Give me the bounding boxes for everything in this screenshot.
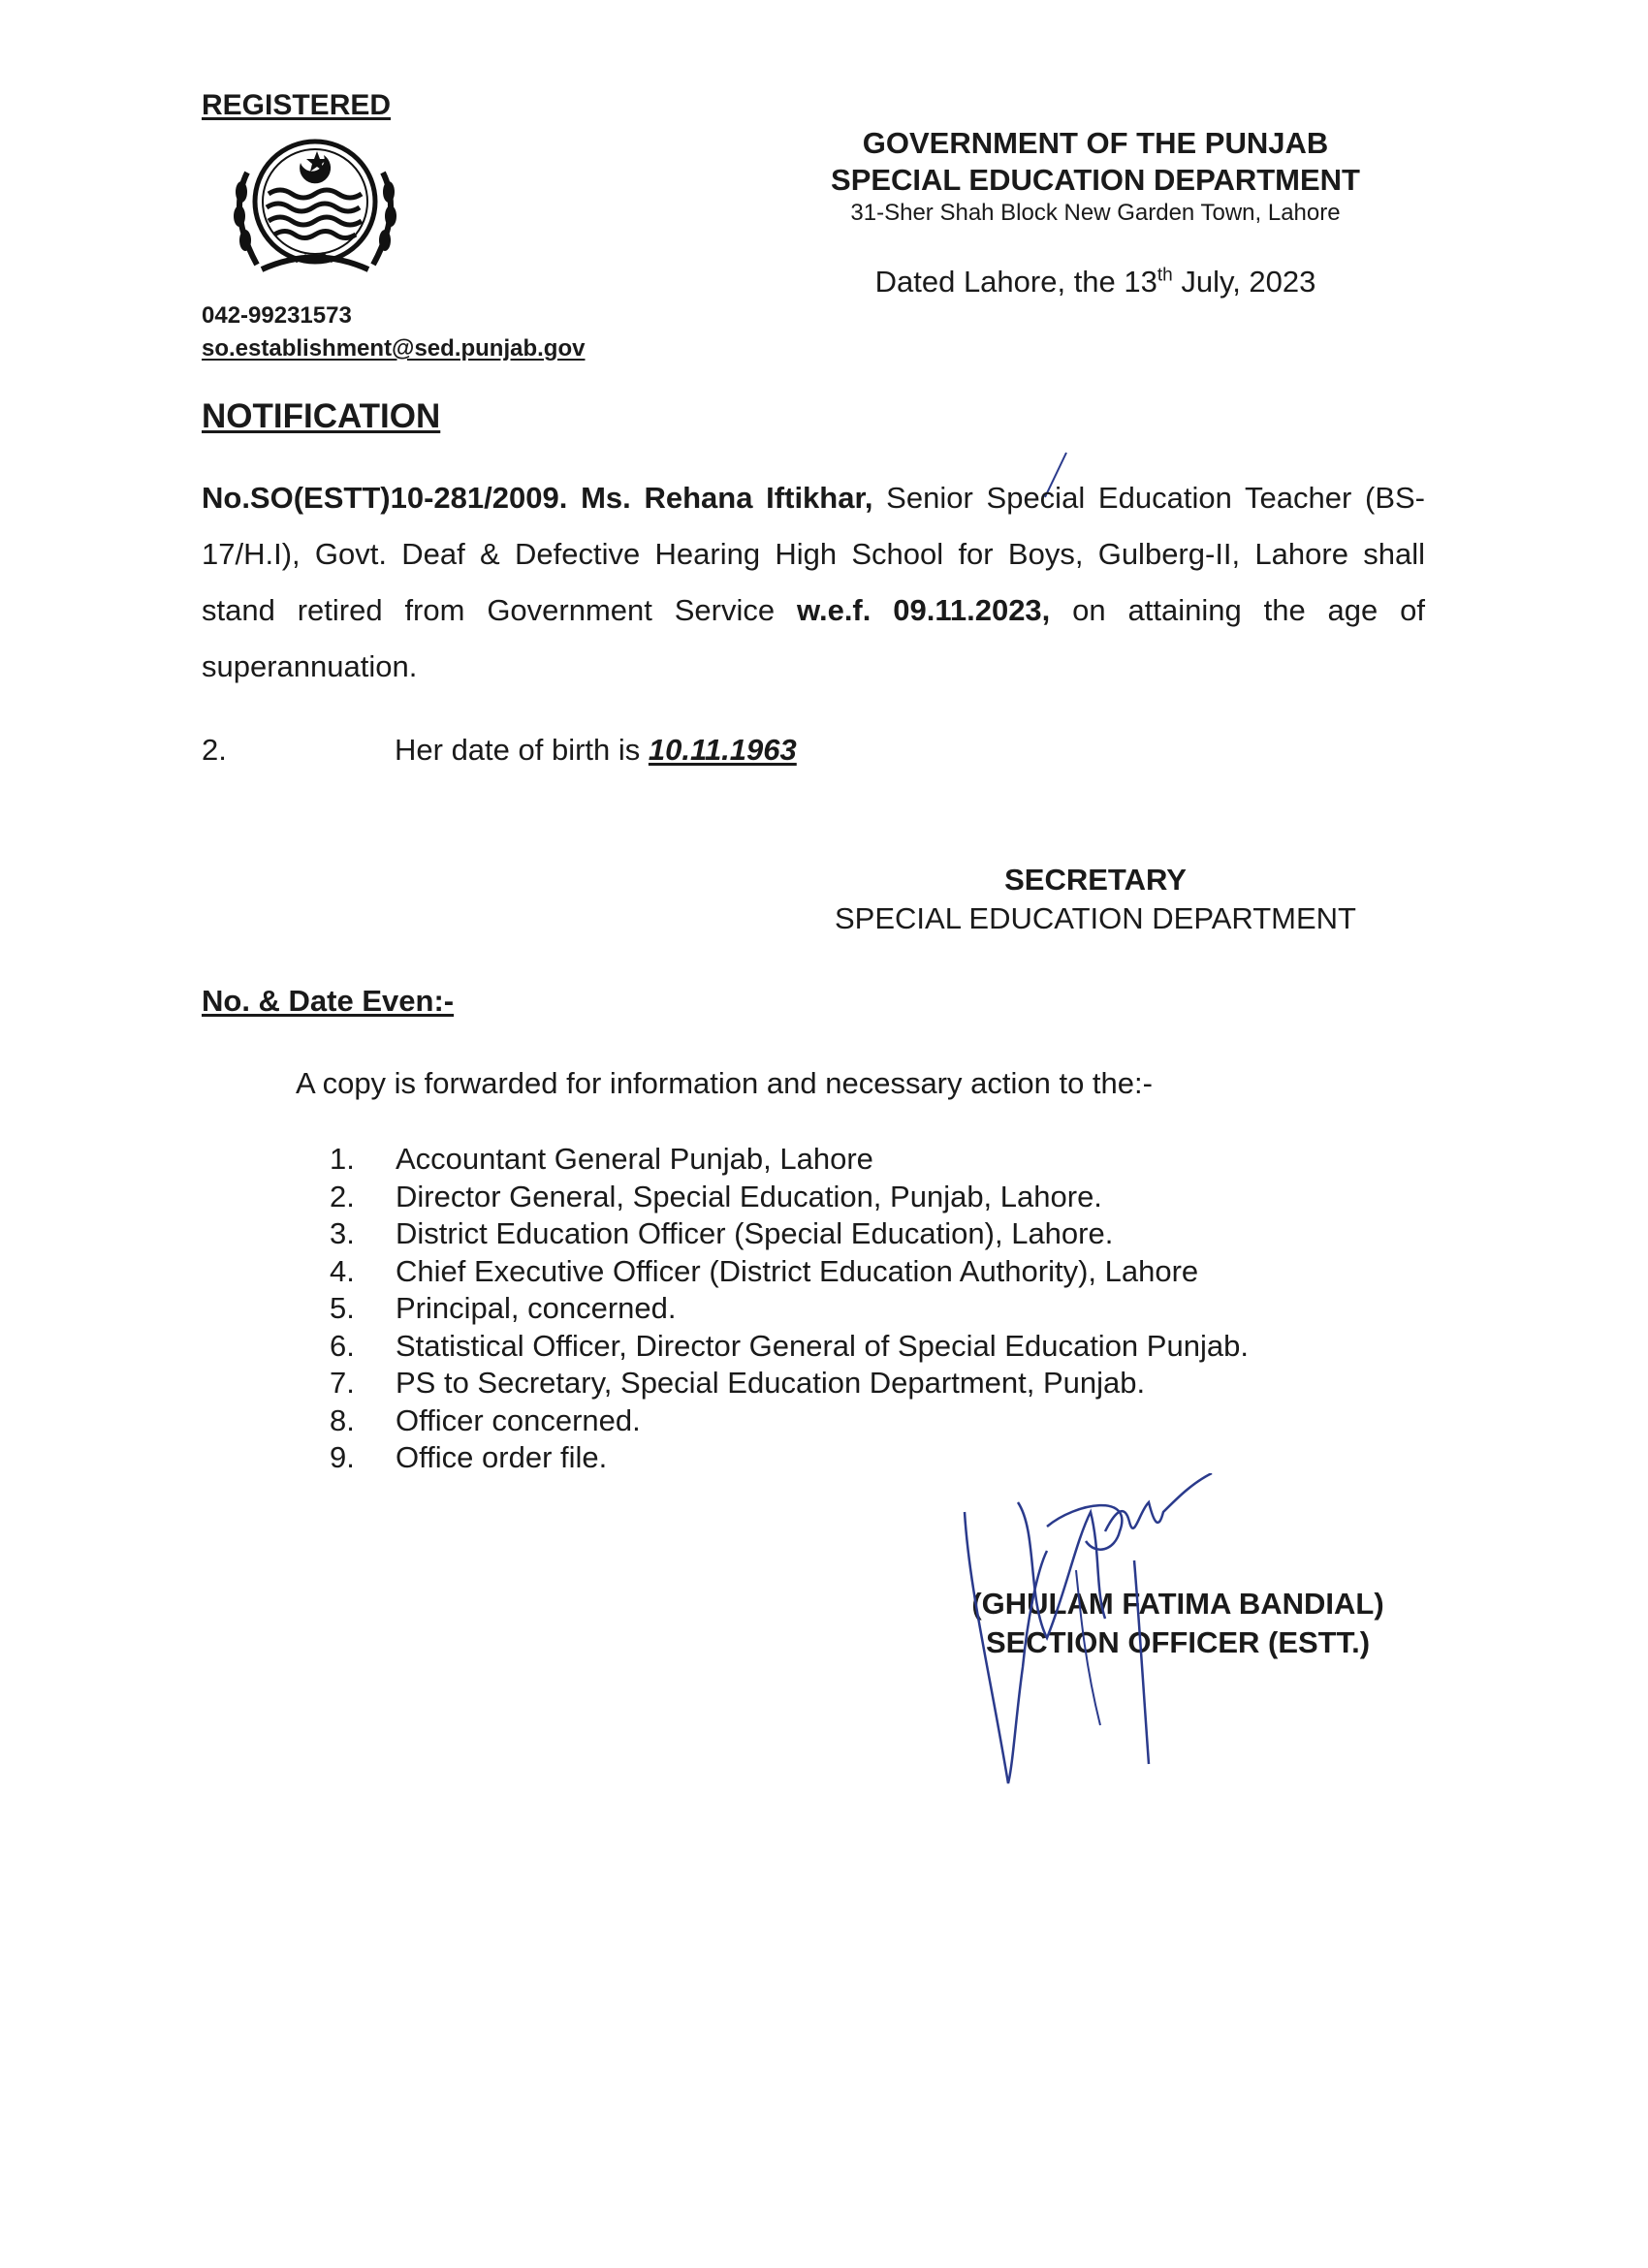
notification-body [202, 470, 1425, 695]
no-date-even-heading: No. & Date Even:- [202, 984, 455, 1018]
secretary-title: SECRETARY [1004, 863, 1187, 897]
punjab-government-seal-icon [208, 134, 422, 289]
email-address[interactable]: so.establishment@sed.punjab.gov [202, 335, 586, 362]
reference-number: No.SO(ESTT)10-281/2009. [202, 481, 568, 515]
list-item: 9. Office order file. [330, 1440, 608, 1474]
signatory-title: SECTION OFFICER (ESTT.) [985, 1625, 1371, 1659]
list-item: 6. Statistical Officer, Director General of Special Education Punjab. [330, 1328, 1249, 1363]
paragraph-2-number: 2. [202, 733, 227, 767]
secretary-department: SPECIAL EDUCATION DEPARTMENT [835, 901, 1356, 935]
notification-title: NOTIFICATION [202, 397, 441, 435]
phone-number: 042-99231573 [202, 302, 352, 329]
body-text-1: Senior Special Education Teacher (BS-17/H.I), Govt. Deaf & Defective Hearing High School for Boys, Gulberg-II, Lahore shall stand retired from Government Service [202, 481, 1426, 627]
retirement-date: w.e.f. 09.11.2023, [797, 593, 1051, 627]
registered-label: REGISTERED [202, 89, 392, 121]
list-item: 8. Officer concerned. [330, 1402, 641, 1437]
forwarding-intro: A copy is forwarded for information and necessary action to the:- [296, 1066, 1153, 1100]
list-item: 2. Director General, Special Education, Punjab, Lahore. [330, 1179, 1102, 1213]
list-item: 3. District Education Officer (Special Education), Lahore. [330, 1216, 1114, 1250]
list-item: 7. PS to Secretary, Special Education Department, Punjab. [330, 1366, 1146, 1400]
date-line [756, 265, 1435, 299]
department-title: SPECIAL EDUCATION DEPARTMENT [831, 163, 1360, 197]
handwritten-signature [931, 1473, 1251, 1803]
government-title: GOVERNMENT OF THE PUNJAB [862, 126, 1329, 160]
paragraph-2 [395, 733, 797, 768]
date-month-year: July, 2023 [1172, 265, 1316, 299]
list-item: 1. Accountant General Punjab, Lahore [330, 1142, 873, 1176]
distribution-list [330, 1141, 1249, 1477]
date-prefix: Dated Lahore, the 13 [874, 265, 1157, 299]
dob-label: Her date of birth is [395, 733, 649, 767]
department-address: 31-Sher Shah Block New Garden Town, Lahore [850, 200, 1341, 226]
date-suffix-sup: th [1157, 265, 1173, 286]
signatory-name: (GHULAM FATIMA BANDIAL) [971, 1587, 1384, 1621]
list-item: 5. Principal, concerned. [330, 1291, 677, 1325]
date-of-birth: 10.11.1963 [648, 733, 797, 767]
employee-name: Ms. Rehana Iftikhar, [581, 481, 873, 515]
body-text-2: on attaining the age of superannuation. [202, 593, 1426, 683]
list-item: 4. Chief Executive Officer (District Education Authority), Lahore [330, 1253, 1199, 1288]
